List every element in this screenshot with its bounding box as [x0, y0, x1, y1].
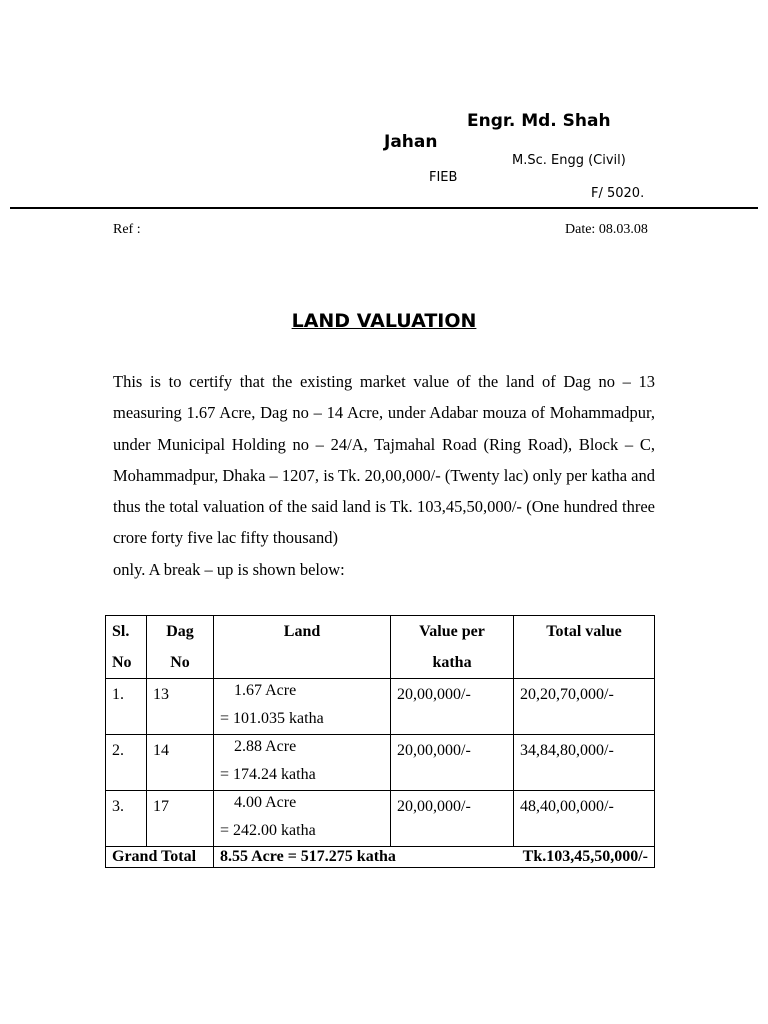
cell-dag: 17 [147, 791, 214, 847]
table-row [106, 791, 655, 847]
cell-land: 4.00 Acre = 242.00 katha [214, 791, 391, 847]
grand-total-value: Tk.103,45,50,000/- [522, 848, 648, 865]
cell-sl: 3. [106, 791, 147, 847]
header-total-value: Total value [514, 616, 655, 679]
cell-value: 20,00,000/- [391, 735, 514, 791]
cell-sl: 2. [106, 735, 147, 791]
table-header-row [106, 616, 655, 679]
cell-dag: 13 [147, 679, 214, 735]
cell-value: 20,00,000/- [391, 679, 514, 735]
cell-land: 2.88 Acre = 174.24 katha [214, 735, 391, 791]
table-row [106, 735, 655, 791]
engineer-qualification: M.Sc. Engg (Civil) [512, 153, 626, 168]
certificate-body: This is to certify that the existing market value of the land of Dag no – 13 measuring 1.67 Acre, Dag no – 14 Acre, under Adabar mouza of Mohammadpur, under Municipal Holding no – 24/A, Tajmahal Road (Ring Road), Block – C, Mohammadpur, Dhaka – 1207, is Tk. 20,00,000/- (Twenty lac) only per katha and thus the total valuation of the said land is Tk. 103,45,50,000/- (One hundred three crore forty five lac fifty thousand) [113, 372, 655, 548]
grand-total-row [106, 847, 655, 868]
cell-total: 34,84,80,000/- [514, 735, 655, 791]
grand-total-values [214, 847, 655, 868]
cell-total: 20,20,70,000/- [514, 679, 655, 735]
letterhead-divider [10, 207, 758, 209]
cell-sl: 1. [106, 679, 147, 735]
reference-label: Ref : [113, 222, 141, 237]
header-land: Land [214, 616, 391, 679]
header-sl-no: Sl. No [106, 616, 147, 679]
header-dag-no: Dag No [147, 616, 214, 679]
engineer-name-line1: Engr. Md. Shah [467, 111, 611, 131]
table-row [106, 679, 655, 735]
cell-land: 1.67 Acre = 101.035 katha [214, 679, 391, 735]
cell-dag: 14 [147, 735, 214, 791]
grand-total-label: Grand Total [106, 847, 214, 868]
header-value-per-katha: Value per katha [391, 616, 514, 679]
certificate-last-line: only. A break – up is shown below: [113, 559, 345, 579]
valuation-table [105, 615, 655, 868]
engineer-membership-number: F/ 5020. [591, 186, 645, 201]
engineer-name-line2: Jahan [384, 132, 438, 152]
certificate-paragraph [113, 366, 655, 585]
cell-value: 20,00,000/- [391, 791, 514, 847]
grand-total-land: 8.55 Acre = 517.275 katha [220, 848, 396, 865]
document-date: Date: 08.03.08 [565, 222, 648, 237]
engineer-fieb: FIEB [429, 170, 458, 185]
document-title: LAND VALUATION [291, 310, 477, 332]
cell-total: 48,40,00,000/- [514, 791, 655, 847]
